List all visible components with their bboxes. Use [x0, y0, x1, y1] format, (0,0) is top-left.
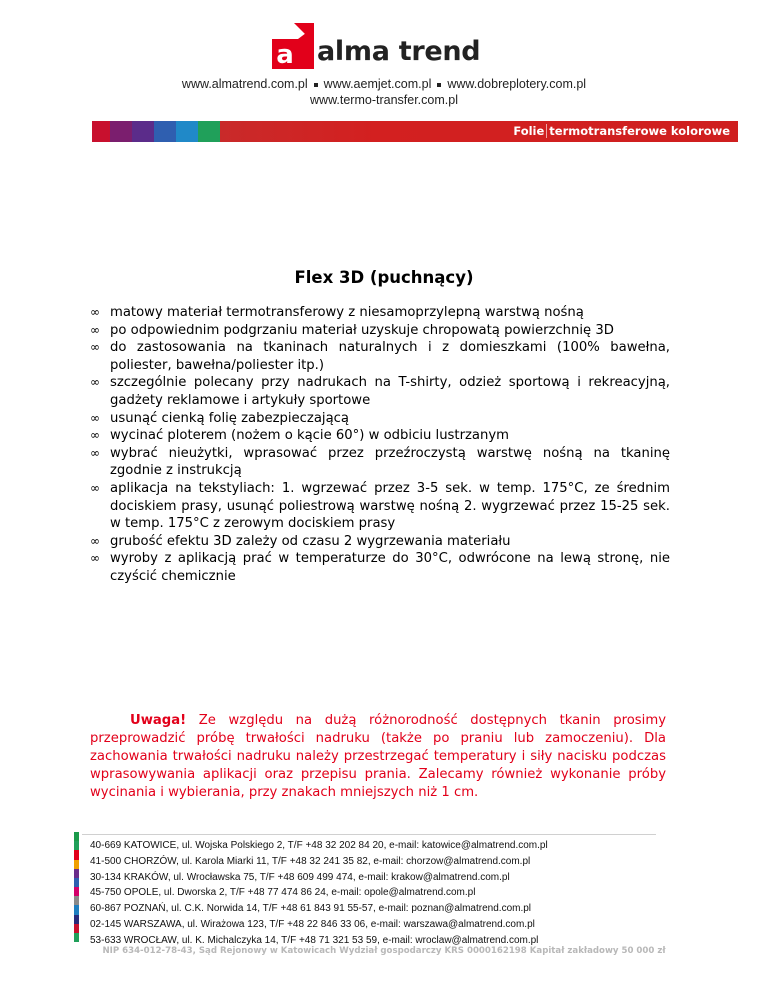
document-title: Flex 3D (puchnący)	[294, 268, 474, 287]
color-segment	[74, 896, 79, 905]
list-item-text: usunąć cienką folię zabezpieczającą	[110, 410, 349, 426]
banner-red-section	[220, 121, 738, 142]
category-title-part1: Folie	[513, 124, 545, 138]
color-segment	[74, 841, 79, 850]
category-title-part2: termotransferowe kolorowe	[546, 124, 730, 138]
color-swatch	[198, 121, 220, 142]
list-item-text: wybrać nieużytki, wprasować przez przeźroczystą warstwę nośną na tkaninę zgodnie z instrukcją	[110, 445, 670, 479]
list-item	[90, 339, 670, 374]
list-item	[90, 322, 670, 340]
website-link[interactable]: www.aemjet.com.pl	[323, 77, 432, 91]
website-list	[0, 76, 768, 108]
list-item-text: do zastosowania na tkaninach naturalnych i z domieszkami (100% bawełna, poliester, bawełna/poliester itp.)	[110, 340, 670, 373]
list-item-text: grubość efektu 3D zależy od czasu 2 wygrzewania materiału	[110, 533, 511, 549]
warning-text: Ze względu na dużą różnorodność dostępnych tkanin prosimy przeprowadzić próbę trwałości nadruku (także po praniu lub zamoczeniu). Dla zachowania trwałości nadruku należy przestrzegać temperatury i siły nacisku podczas wprasowywania aplikacji oraz przepisu prania. Zalecamy również wykonanie próby wycinania i wybierania, przy znakach mniejszych niż 1 cm.	[90, 713, 666, 800]
svg-text:a: a	[276, 40, 294, 69]
list-item-text: wyroby z aplikacją prać w temperaturze do 30°C, odwrócone na lewą stronę, nie czyścić chemicznie	[110, 551, 670, 584]
list-item	[90, 304, 670, 322]
footer-divider	[82, 834, 656, 835]
office-address: 30-134 KRAKÓW, ul. Wrocławska 75, T/F +48 609 499 474, e-mail: krakow@almatrend.com.pl	[90, 871, 510, 883]
separator	[314, 83, 318, 87]
list-item	[90, 550, 670, 585]
list-item	[90, 480, 670, 533]
footer-color-bar	[74, 832, 79, 942]
list-item	[90, 533, 670, 551]
infinity-bullet-icon: ∞	[90, 533, 100, 548]
infinity-bullet-icon: ∞	[90, 375, 100, 390]
color-segment	[74, 832, 79, 841]
color-swatch	[154, 121, 176, 142]
list-item	[90, 410, 670, 428]
list-item-text: po odpowiednim podgrzaniu materiał uzyskuje chropowatą powierzchnię 3D	[110, 322, 614, 338]
color-segment	[74, 905, 79, 914]
color-segment	[74, 860, 79, 869]
website-link[interactable]: www.termo-transfer.com.pl	[310, 93, 458, 107]
list-item-text: matowy materiał termotransferowy z niesamoprzylepną warstwą nośną	[110, 305, 584, 320]
warning-label: Uwaga!	[130, 713, 187, 728]
brand-name: alma trend	[317, 35, 481, 67]
alma-trend-logo-icon	[272, 23, 314, 69]
office-address: 53-633 WROCŁAW, ul. K. Michalczyka 14, T/F +48 71 321 53 59, e-mail: wroclaw@almatrend.com.pl	[90, 934, 539, 946]
infinity-bullet-icon: ∞	[90, 340, 100, 355]
color-segment	[74, 933, 79, 942]
list-item-text: szczególnie polecany przy nadrukach na T-shirty, odzież sportową i rekreacyjną, gadżety reklamowe i artykuły sportowe	[110, 375, 670, 408]
color-segment	[74, 915, 79, 924]
infinity-bullet-icon: ∞	[90, 480, 100, 495]
feature-list	[90, 304, 670, 586]
list-item	[90, 427, 670, 445]
color-swatch	[110, 121, 132, 142]
color-segment	[74, 869, 79, 878]
list-item	[90, 445, 670, 480]
office-list	[90, 838, 548, 949]
category-banner	[92, 121, 738, 142]
list-item	[90, 374, 670, 409]
list-item-text: wycinać ploterem (nożem o kącie 60°) w odbiciu lustrzanym	[110, 428, 510, 444]
website-link[interactable]: www.almatrend.com.pl	[181, 77, 308, 91]
color-swatch	[92, 121, 110, 142]
color-swatch	[176, 121, 198, 142]
infinity-bullet-icon: ∞	[90, 445, 100, 460]
infinity-bullet-icon: ∞	[90, 551, 100, 566]
color-segment	[74, 924, 79, 933]
office-address: 41-500 CHORZÓW, ul. Karola Miarki 11, T/F +48 32 241 35 82, e-mail: chorzow@almatrend.com.pl	[90, 855, 531, 867]
color-segment	[74, 850, 79, 859]
infinity-bullet-icon: ∞	[90, 305, 100, 319]
color-segment	[74, 878, 79, 887]
office-address: 02-145 WARSZAWA, ul. Wirażowa 123, T/F +48 22 846 33 06, e-mail: warszawa@almatrend.com.pl	[90, 918, 535, 930]
office-address: 60-867 POZNAŃ, ul. C.K. Norwida 14, T/F +48 61 843 91 55-57, e-mail: poznan@almatrend.com.pl	[90, 903, 532, 915]
legal-info: NIP 634-012-78-43, Sąd Rejonowy w Katowicach Wydział gospodarczy KRS 0000162198 Kapitał zakładowy 50 000 zł	[102, 946, 666, 956]
list-item-text: aplikacja na tekstyliach: 1. wgrzewać przez 3-5 sek. w temp. 175°C, ze średnim dociskiem prasy, usunąć poliestrową warstwę nośną 2. wygrzewać przez 15-25 sek. w temp. 175°C z zerowym dociskiem prasy	[110, 480, 670, 532]
infinity-bullet-icon: ∞	[90, 428, 100, 443]
office-address: 45-750 OPOLE, ul. Dworska 2, T/F +48 77 474 86 24, e-mail: opole@almatrend.com.pl	[90, 887, 476, 899]
office-address: 40-669 KATOWICE, ul. Wojska Polskiego 2, T/F +48 32 202 84 20, e-mail: katowice@almatrend.com.pl	[90, 840, 548, 851]
website-link[interactable]: www.dobreplotery.com.pl	[447, 77, 587, 91]
infinity-bullet-icon: ∞	[90, 322, 100, 337]
color-segment	[74, 887, 79, 896]
infinity-bullet-icon: ∞	[90, 410, 100, 425]
company-logo	[272, 22, 480, 70]
warning-note	[90, 712, 666, 802]
separator	[437, 83, 441, 87]
color-swatch	[132, 121, 154, 142]
category-title	[513, 124, 730, 138]
